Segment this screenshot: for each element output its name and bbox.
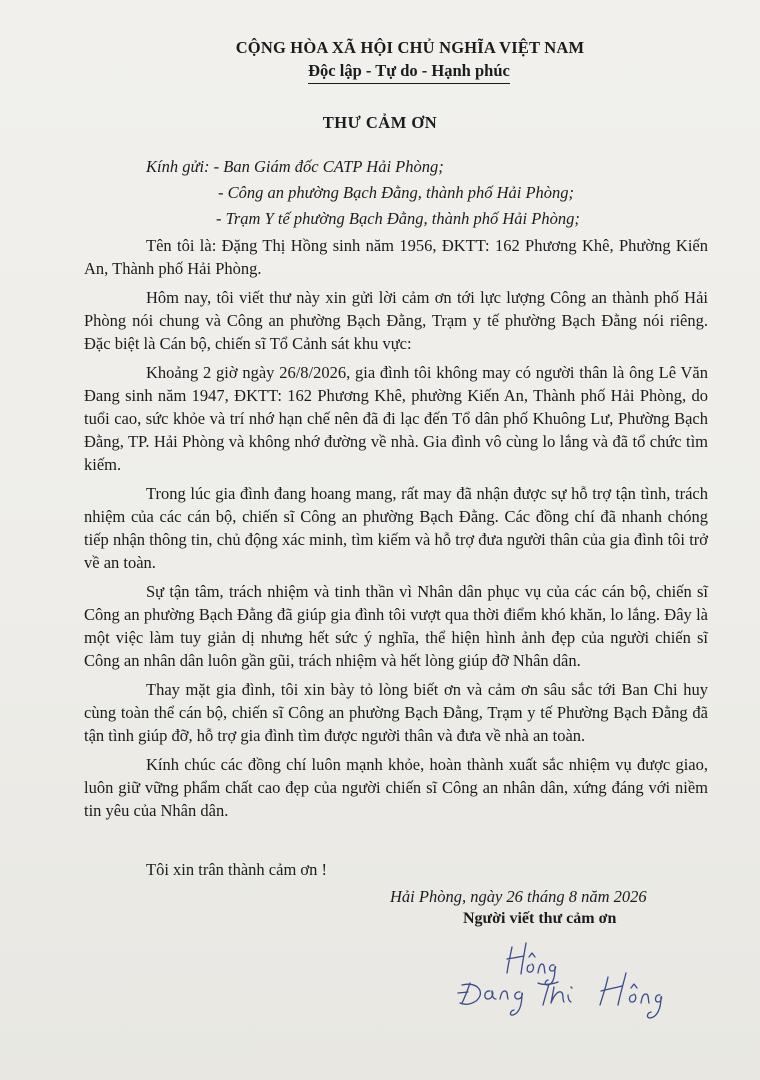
letter-body (84, 234, 708, 822)
paragraph-assistance: Trong lúc gia đình đang hoang mang, rất may đã nhận được sự hỗ trợ tận tình, trách nhiệm của các cán bộ, chiến sĩ Công an phường Bạch Đằng. Các đồng chí đã nhanh chóng tiếp nhận thông tin, chủ động xác minh, tìm kiếm và hỗ trợ đưa người thân của gia đình tôi trở về an toàn. (84, 484, 708, 572)
national-motto: Độc lập - Tự do - Hạnh phúc (308, 61, 510, 84)
signer-title: Người viết thư cảm ơn (463, 910, 617, 927)
letter-title: THƯ CẢM ƠN (322, 113, 438, 132)
closing-thanks: Tôi xin trân thành cảm ơn ! (146, 860, 328, 879)
paragraph-incident: Khoảng 2 giờ ngày 26/8/2026, gia đình tôi không may có người thân là ông Lê Văn Đang sinh năm 1947, ĐKTT: 162 Phương Khê, phường Kiến An, Thành phố Hải Phòng, do tuổi cao, sức khỏe và trí nhớ hạn chế nên đã đi lạc đến Tổ dân phố Khuông Lư, Phường Bạch Đằng, TP. Hải Phòng và không nhớ đường về nhà. Gia đình vô cùng lo lắng và đã tổ chức tìm kiếm. (84, 363, 708, 474)
paragraph-gratitude: Thay mặt gia đình, tôi xin bày tỏ lòng biết ơn và cảm ơn sâu sắc tới Ban Chi huy cùng toàn thể cán bộ, chiến sĩ Công an phường Bạch Đằng, Trạm y tế Phường Bạch Đằng đã tận tình giúp đỡ, hỗ trợ gia đình tìm được người thân và đưa về nhà an toàn. (84, 680, 708, 745)
recipient-line: - Công an phường Bạch Đằng, thành phố Hải Phòng; (218, 183, 575, 202)
paragraph-purpose: Hôm nay, tôi viết thư này xin gửi lời cảm ơn tới lực lượng Công an thành phố Hải Phòng nói chung và Công an phường Bạch Đằng, Trạm y tế phường Bạch Đằng nói riêng. Đặc biệt là Cán bộ, chiến sĩ Tổ Cảnh sát khu vực: (84, 288, 708, 353)
recipient-line: - Trạm Y tế phường Bạch Đằng, thành phố Hải Phòng; (216, 209, 580, 228)
paragraph-wishes: Kính chúc các đồng chí luôn mạnh khỏe, hoàn thành xuất sắc nhiệm vụ được giao, luôn giữ vững phẩm chất cao đẹp của người chiến sĩ Công an nhân dân, xứng đáng với niềm tin yêu của Nhân dân. (84, 755, 708, 820)
recipients-block (146, 154, 580, 232)
national-title: CỘNG HÒA XÃ HỘI CHỦ NGHĨA VIỆT NAM (235, 38, 585, 57)
handwritten-signature (450, 925, 700, 1025)
document-header (0, 38, 760, 84)
recipient-line: Kính gửi: - Ban Giám đốc CATP Hải Phòng; (146, 157, 444, 176)
paragraph-introduction: Tên tôi là: Đặng Thị Hồng sinh năm 1956, ĐKTT: 162 Phương Khê, Phường Kiến An, Thành phố Hải Phòng. (84, 236, 708, 278)
paragraph-praise: Sự tận tâm, trách nhiệm và tinh thần vì Nhân dân phục vụ của các cán bộ, chiến sĩ Công an phường Bạch Đằng đã giúp gia đình tôi vượt qua thời điểm khó khăn, lo lắng. Đây là một việc làm tuy giản dị nhưng hết sức ý nghĩa, thể hiện hình ảnh đẹp của người chiến sĩ Công an nhân dân luôn gần gũi, trách nhiệm và hết lòng giúp đỡ Nhân dân. (84, 582, 708, 670)
place-date: Hải Phòng, ngày 26 tháng 8 năm 2026 (390, 887, 647, 906)
motto-wrapper (58, 61, 760, 84)
